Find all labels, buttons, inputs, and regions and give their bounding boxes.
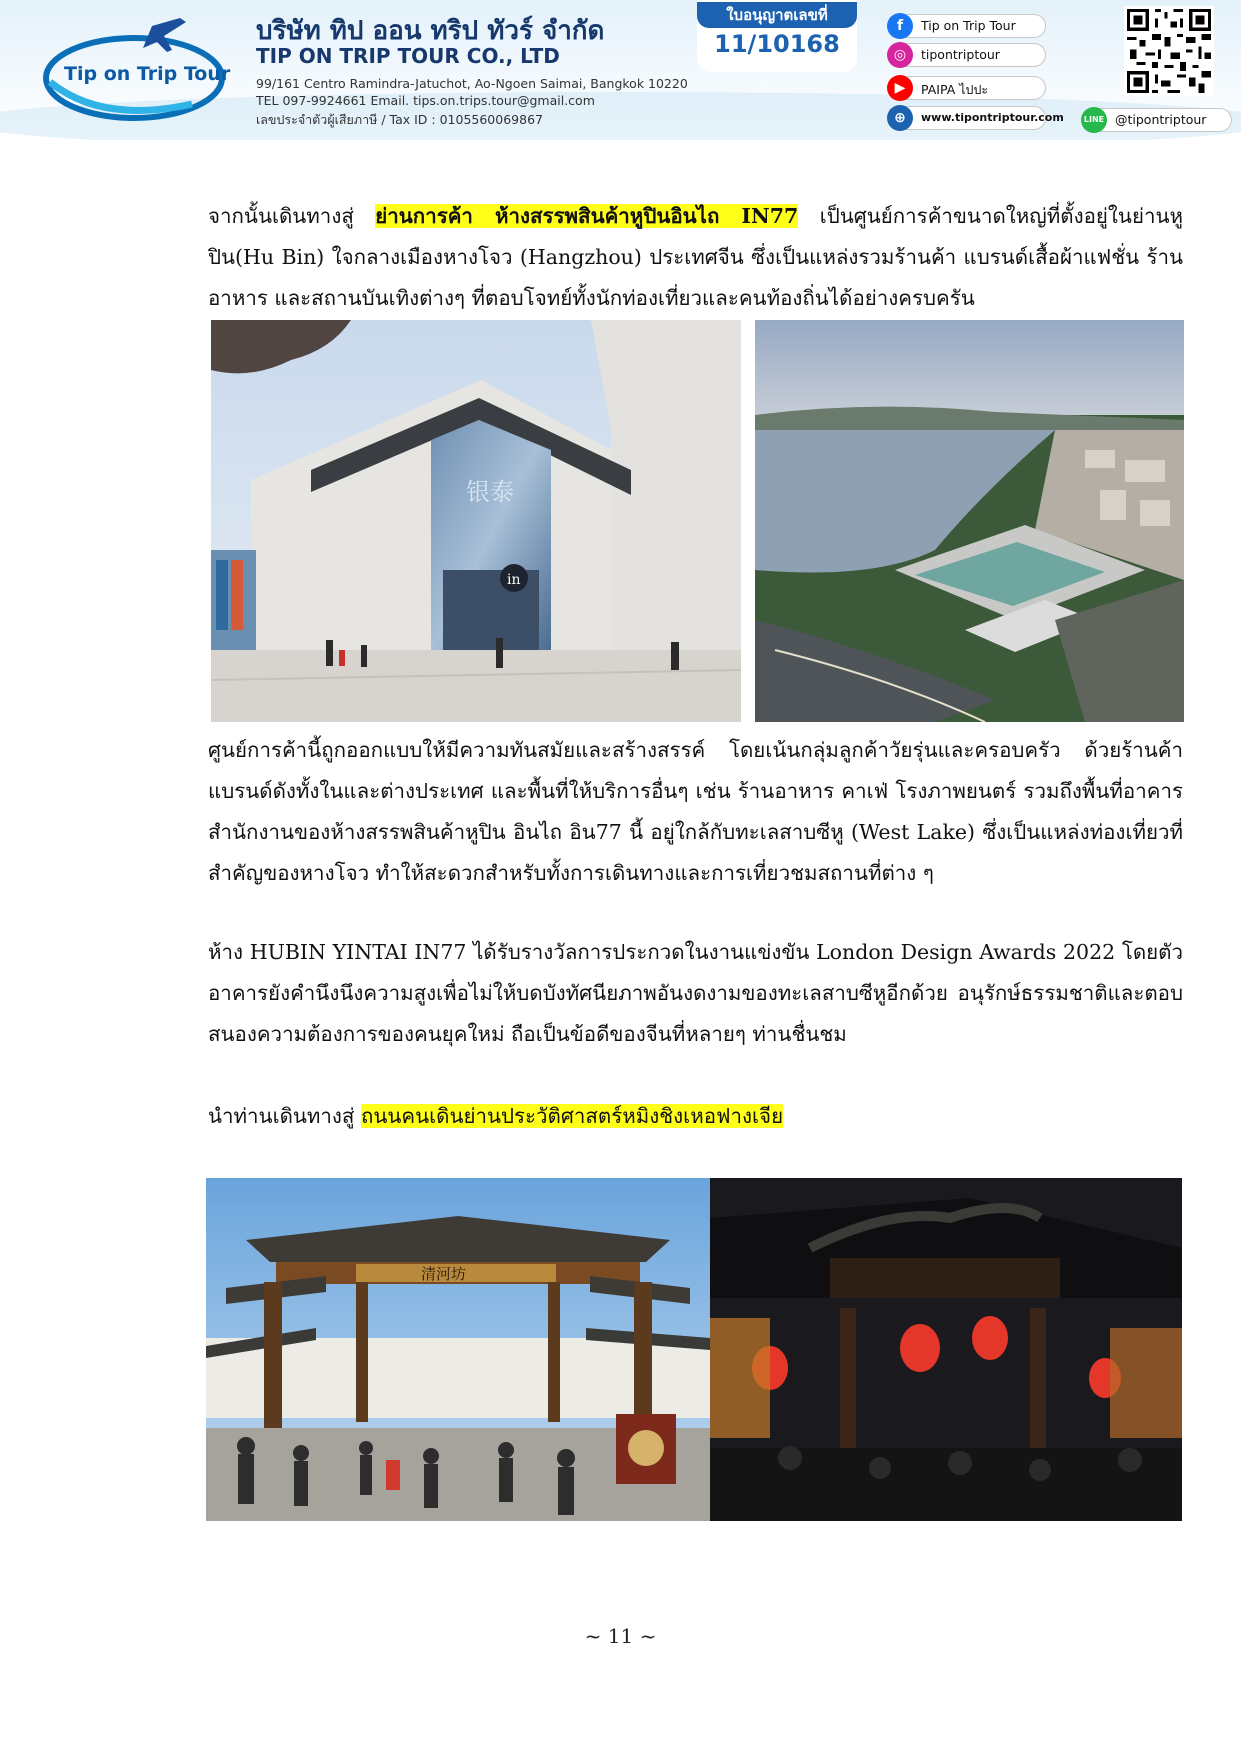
- facebook-icon: f: [887, 13, 913, 39]
- social-instagram-label: tipontriptour: [921, 47, 1000, 62]
- youtube-icon: ▶: [887, 75, 913, 101]
- social-website-label: www.tipontriptour.com: [921, 111, 1064, 124]
- svg-text:in: in: [507, 572, 521, 588]
- license-number: 11/10168: [714, 30, 840, 58]
- next-destination-lead: นำท่านเดินทางสู่: [208, 1104, 361, 1128]
- logo-text: Tip on Trip Tour: [64, 63, 231, 85]
- company-logo: [42, 12, 232, 122]
- historic-street-gate-photo: [206, 1178, 710, 1521]
- license-label: ใบอนุญาตเลขที่: [697, 2, 857, 28]
- company-name-english: TIP ON TRIP TOUR CO., LTD: [256, 44, 560, 68]
- intro-body-text: เป็นศูนย์การค้าขนาดใหญ่ที่ตั้งอยู่ในย่านหูปิน(Hu Bin) ใจกลางเมืองหางโจว (Hangzhou) ประเทศจีน ซึ่งเป็นแหล่งรวมร้านค้า แบรนด์เสื้อผ้าแฟชั่น ร้านอาหาร และสถานบันเทิงต่างๆ ที่ตอบโจทย์ทั้งนักท่องเที่ยวและคนท้องถิ่นได้อย่างครบครัน: [208, 204, 1183, 310]
- mall-entrance-photo: [211, 320, 741, 722]
- award-paragraph: ห้าง HUBIN YINTAI IN77 ได้รับรางวัลการประกวดในงานแข่งขัน London Design Awards 2022 โดยตัวอาคารยังคำนึงนึงความสูงเพื่อไม่ให้บดบังทัศนียภาพอันงดงามของทะเลสาบซีหูอีกด้วย อนุรักษ์ธรรมชาติและตอบสนองความต้องการของคนยุคใหม่ ถือเป็นข้อดีของจีนที่หลายๆ ท่านชื่นชม: [208, 940, 1183, 1046]
- qr-code: [1124, 6, 1214, 96]
- line-icon: LINE: [1081, 107, 1107, 133]
- line-contact-link[interactable]: [1082, 108, 1232, 132]
- letterhead: [0, 0, 1241, 140]
- instagram-icon: ◎: [887, 42, 913, 68]
- mall-sign-text: 银泰: [466, 478, 514, 506]
- web-icon: ⊕: [887, 105, 913, 131]
- company-name-thai: บริษัท ทิป ออน ทริป ทัวร์ จำกัด: [256, 16, 605, 46]
- company-address: 99/161 Centro Ramindra-Jatuchot, Ao-Ngoen Saimai, Bangkok 10220: [256, 76, 688, 91]
- line-id-label: @tipontriptour: [1115, 112, 1207, 127]
- highlight-historic-street: ถนนคนเดินย่านประวัติศาสตร์หมิงชิงเหอฟางเจีย: [360, 1104, 784, 1128]
- company-tax-id: เลขประจำตัวผู้เสียภาษี / Tax ID : 0105560069867: [256, 112, 543, 127]
- mall-design-paragraph: ศูนย์การค้านี้ถูกออกแบบให้มีความทันสมัยและสร้างสรรค์ โดยเน้นกลุ่มลูกค้าวัยรุ่นและครอบครัว ด้วยร้านค้าแบรนด์ดังทั้งในและต่างประเทศ และพื้นที่ให้บริการอื่นๆ เช่น ร้านอาหาร คาเฟ่ โรงภาพยนตร์ รวมถึงพื้นที่อาคารสำนักงานของห้างสรรพสินค้าหูปิน อินไถ อิน77 นี้ อยู่ใกล้กับทะเลสาบซีหู (West Lake) ซึ่งเป็นแหล่งท่องเที่ยวที่สำคัญของหางโจว ทำให้สะดวกสำหรับทั้งการเดินทางและการเที่ยวชมสถานที่ต่าง ๆ: [208, 738, 1183, 885]
- social-instagram-link[interactable]: [888, 43, 1046, 67]
- social-facebook-label: Tip on Trip Tour: [921, 18, 1016, 33]
- next-destination-paragraph: [208, 1096, 1183, 1137]
- social-website-link[interactable]: [888, 106, 1064, 130]
- social-youtube-label: PAIPA ไปปะ: [921, 82, 989, 97]
- highlight-shopping-district: ย่านการค้า ห้างสรรพสินค้าหูปินอินไถ IN77: [375, 204, 799, 228]
- intro-paragraph: [208, 196, 1183, 319]
- social-facebook-link[interactable]: [888, 14, 1046, 38]
- social-youtube-link[interactable]: [888, 76, 1046, 100]
- gate-plaque-text: 清河坊: [421, 1265, 467, 1283]
- west-lake-aerial-photo: [755, 320, 1184, 722]
- company-contact: TEL 097-9924661 Email. tips.on.trips.tour@gmail.com: [256, 93, 595, 108]
- intro-lead-text: จากนั้นเดินทางสู่: [208, 204, 376, 228]
- license-badge: [697, 0, 857, 72]
- night-street-lanterns-photo: [710, 1178, 1182, 1521]
- page-number: ~ 11 ~: [584, 1624, 657, 1648]
